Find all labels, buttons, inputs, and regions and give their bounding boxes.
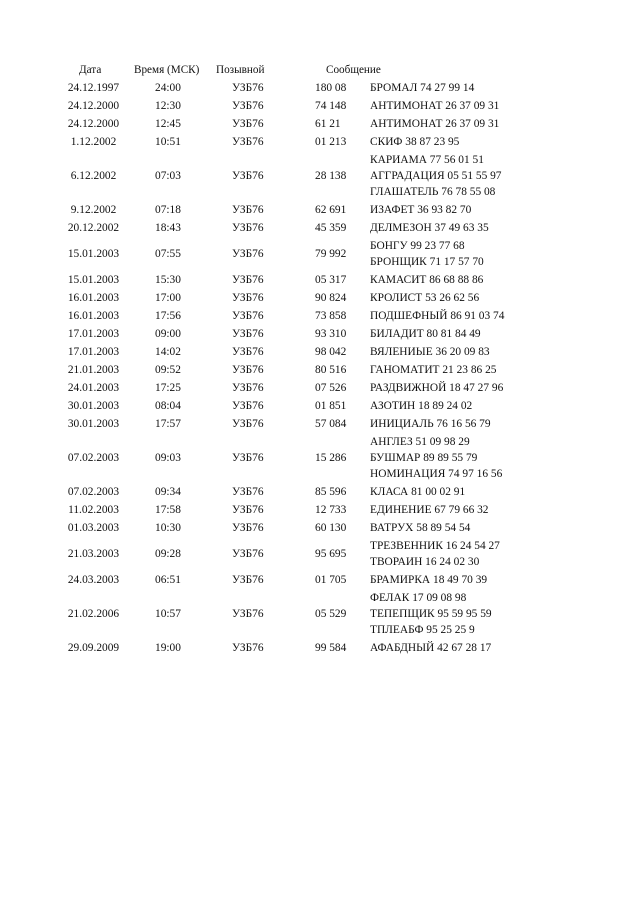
number-cell: 60 130 xyxy=(315,522,347,534)
date-cell: 01.03.2003 xyxy=(67,522,120,534)
number-cell: 01 705 xyxy=(315,574,347,586)
time-cell: 17:57 xyxy=(155,418,181,430)
callsign-cell: УЗБ76 xyxy=(232,170,264,182)
table-row xyxy=(60,343,605,361)
number-cell: 95 695 xyxy=(315,548,347,560)
table-row xyxy=(60,433,605,483)
table-row xyxy=(60,271,605,289)
message-line: ПОДШЕФНЫЙ 86 91 03 74 xyxy=(370,310,505,322)
message-line: ВЯЛЕНИЫЕ 36 20 09 83 xyxy=(370,346,490,358)
message-line: КАРИАМА 77 56 01 51 xyxy=(370,154,484,166)
message-cell xyxy=(370,325,605,343)
table-row xyxy=(60,79,605,97)
callsign-cell: УЗБ76 xyxy=(232,452,264,464)
table-row xyxy=(60,415,605,433)
time-cell: 15:30 xyxy=(155,274,181,286)
callsign-cell: УЗБ76 xyxy=(232,204,264,216)
message-cell xyxy=(370,433,605,483)
date-cell: 24.03.2003 xyxy=(67,574,120,586)
table-header xyxy=(60,61,605,79)
number-cell: 15 286 xyxy=(315,452,347,464)
time-cell: 17:25 xyxy=(155,382,181,394)
date-cell: 24.12.2000 xyxy=(67,118,120,130)
table-row xyxy=(60,397,605,415)
time-cell: 06:51 xyxy=(155,574,181,586)
message-cell xyxy=(370,97,605,115)
date-cell: 30.01.2003 xyxy=(67,400,120,412)
date-cell: 21.02.2006 xyxy=(67,608,120,620)
number-cell: 57 084 xyxy=(315,418,347,430)
message-line: НОМИНАЦИЯ 74 97 16 56 xyxy=(370,468,503,480)
message-line: ГЛАШАТЕЛЬ 76 78 55 08 xyxy=(370,186,496,198)
message-line: СКИФ 38 87 23 95 xyxy=(370,136,460,148)
number-cell: 05 529 xyxy=(315,608,347,620)
date-cell: 17.01.2003 xyxy=(67,346,120,358)
date-cell: 15.01.2003 xyxy=(67,248,120,260)
time-cell: 10:57 xyxy=(155,608,181,620)
date-cell: 21.03.2003 xyxy=(67,548,120,560)
message-cell xyxy=(370,415,605,433)
table-row xyxy=(60,537,605,571)
message-cell xyxy=(370,537,605,571)
time-cell: 24:00 xyxy=(155,82,181,94)
table-body xyxy=(60,79,605,657)
message-cell xyxy=(370,133,605,151)
callsign-cell: УЗБ76 xyxy=(232,100,264,112)
callsign-cell: УЗБ76 xyxy=(232,608,264,620)
time-cell: 12:30 xyxy=(155,100,181,112)
callsign-cell: УЗБ76 xyxy=(232,136,264,148)
message-line: ИЗАФЕТ 36 93 82 70 xyxy=(370,204,472,216)
callsign-cell: УЗБ76 xyxy=(232,328,264,340)
header-date: Дата xyxy=(79,64,102,76)
date-cell: 1.12.2002 xyxy=(70,136,117,148)
header-callsign: Позывной xyxy=(216,64,265,76)
header-time: Время (МСК) xyxy=(134,64,200,76)
time-cell: 18:43 xyxy=(155,222,181,234)
time-cell: 17:56 xyxy=(155,310,181,322)
message-line: БРОНЩИК 71 17 57 70 xyxy=(370,256,484,268)
message-line: ЕДИНЕНИЕ 67 79 66 32 xyxy=(370,504,489,516)
callsign-cell: УЗБ76 xyxy=(232,504,264,516)
table-row xyxy=(60,219,605,237)
message-line: КРОЛИСТ 53 26 62 56 xyxy=(370,292,480,304)
time-cell: 09:28 xyxy=(155,548,181,560)
message-cell xyxy=(370,361,605,379)
date-cell: 29.09.2009 xyxy=(67,642,120,654)
time-cell: 07:18 xyxy=(155,204,181,216)
message-cell xyxy=(370,201,605,219)
table-row xyxy=(60,501,605,519)
message-cell xyxy=(370,237,605,271)
transmission-log-table xyxy=(60,61,605,657)
table-row xyxy=(60,115,605,133)
time-cell: 09:34 xyxy=(155,486,181,498)
message-line: АГГРАДАЦИЯ 05 51 55 97 xyxy=(370,170,502,182)
message-cell xyxy=(370,639,605,657)
message-line: ГАНОМАТИТ 21 23 86 25 xyxy=(370,364,497,376)
table-row xyxy=(60,589,605,639)
callsign-cell: УЗБ76 xyxy=(232,310,264,322)
time-cell: 07:55 xyxy=(155,248,181,260)
number-cell: 62 691 xyxy=(315,204,347,216)
message-line: АНТИМОНАТ 26 37 09 31 xyxy=(370,118,500,130)
table-row xyxy=(60,519,605,537)
message-cell xyxy=(370,79,605,97)
table-row xyxy=(60,201,605,219)
callsign-cell: УЗБ76 xyxy=(232,522,264,534)
callsign-cell: УЗБ76 xyxy=(232,118,264,130)
time-cell: 10:30 xyxy=(155,522,181,534)
time-cell: 09:00 xyxy=(155,328,181,340)
callsign-cell: УЗБ76 xyxy=(232,400,264,412)
message-line: ДЕЛМЕЗОН 37 49 63 35 xyxy=(370,222,489,234)
number-cell: 98 042 xyxy=(315,346,347,358)
table-row xyxy=(60,289,605,307)
message-line: АНТИМОНАТ 26 37 09 31 xyxy=(370,100,500,112)
number-cell: 07 526 xyxy=(315,382,347,394)
date-cell: 16.01.2003 xyxy=(67,310,120,322)
message-cell xyxy=(370,343,605,361)
message-line: АЗОТИН 18 89 24 02 xyxy=(370,400,473,412)
callsign-cell: УЗБ76 xyxy=(232,274,264,286)
date-cell: 07.02.2003 xyxy=(67,486,120,498)
table-row xyxy=(60,483,605,501)
date-cell: 07.02.2003 xyxy=(67,452,120,464)
message-line: ИНИЦИАЛЬ 76 16 56 79 xyxy=(370,418,491,430)
callsign-cell: УЗБ76 xyxy=(232,548,264,560)
callsign-cell: УЗБ76 xyxy=(232,382,264,394)
message-line: БИЛАДИТ 80 81 84 49 xyxy=(370,328,481,340)
table-row xyxy=(60,639,605,657)
date-cell: 11.02.2003 xyxy=(68,504,119,516)
message-cell xyxy=(370,501,605,519)
callsign-cell: УЗБ76 xyxy=(232,418,264,430)
table-row xyxy=(60,307,605,325)
callsign-cell: УЗБ76 xyxy=(232,364,264,376)
message-line: ТПЛЕАБФ 95 25 25 9 xyxy=(370,624,475,636)
message-line: КАМАСИТ 86 68 88 86 xyxy=(370,274,484,286)
message-line: КЛАСА 81 00 02 91 xyxy=(370,486,466,498)
header-message: Сообщение xyxy=(326,64,381,76)
message-cell xyxy=(370,379,605,397)
time-cell: 17:00 xyxy=(155,292,181,304)
message-cell xyxy=(370,571,605,589)
message-cell xyxy=(370,589,605,639)
table-row xyxy=(60,237,605,271)
callsign-cell: УЗБ76 xyxy=(232,248,264,260)
message-line: ФЕЛАК 17 09 08 98 xyxy=(370,592,467,604)
time-cell: 19:00 xyxy=(155,642,181,654)
message-line: БРАМИРКА 18 49 70 39 xyxy=(370,574,488,586)
date-cell: 30.01.2003 xyxy=(67,418,120,430)
date-cell: 17.01.2003 xyxy=(67,328,120,340)
message-line: АНГЛЕЗ 51 09 98 29 xyxy=(370,436,470,448)
callsign-cell: УЗБ76 xyxy=(232,642,264,654)
time-cell: 12:45 xyxy=(155,118,181,130)
message-cell xyxy=(370,115,605,133)
number-cell: 12 733 xyxy=(315,504,347,516)
number-cell: 80 516 xyxy=(315,364,347,376)
callsign-cell: УЗБ76 xyxy=(232,574,264,586)
number-cell: 74 148 xyxy=(315,100,347,112)
callsign-cell: УЗБ76 xyxy=(232,486,264,498)
message-line: ТВОРАИН 16 24 02 30 xyxy=(370,556,480,568)
message-line: ВАТРУХ 58 89 54 54 xyxy=(370,522,471,534)
message-line: ТЕПЕПЩИК 95 59 95 59 xyxy=(370,608,492,620)
date-cell: 16.01.2003 xyxy=(67,292,120,304)
table-row xyxy=(60,151,605,201)
callsign-cell: УЗБ76 xyxy=(232,346,264,358)
message-line: БОНГУ 99 23 77 68 xyxy=(370,240,465,252)
message-cell xyxy=(370,219,605,237)
number-cell: 28 138 xyxy=(315,170,347,182)
callsign-cell: УЗБ76 xyxy=(232,82,264,94)
date-cell: 15.01.2003 xyxy=(67,274,120,286)
table-row xyxy=(60,325,605,343)
number-cell: 85 596 xyxy=(315,486,347,498)
message-cell xyxy=(370,271,605,289)
message-cell xyxy=(370,151,605,201)
number-cell: 93 310 xyxy=(315,328,347,340)
time-cell: 14:02 xyxy=(155,346,181,358)
time-cell: 10:51 xyxy=(155,136,181,148)
message-line: БРОМАЛ 74 27 99 14 xyxy=(370,82,475,94)
number-cell: 73 858 xyxy=(315,310,347,322)
date-cell: 24.12.2000 xyxy=(67,100,120,112)
message-line: ТРЕЗВЕННИК 16 24 54 27 xyxy=(370,540,500,552)
number-cell: 05 317 xyxy=(315,274,347,286)
message-line: РАЗДВИЖНОЙ 18 47 27 96 xyxy=(370,382,504,394)
number-cell: 99 584 xyxy=(315,642,347,654)
number-cell: 61 21 xyxy=(315,118,341,130)
table-row xyxy=(60,133,605,151)
message-line: БУШМАР 89 89 55 79 xyxy=(370,452,478,464)
message-cell xyxy=(370,397,605,415)
message-line: АФАБДНЫЙ 42 67 28 17 xyxy=(370,642,492,654)
date-cell: 24.01.2003 xyxy=(67,382,120,394)
message-cell xyxy=(370,519,605,537)
callsign-cell: УЗБ76 xyxy=(232,292,264,304)
time-cell: 07:03 xyxy=(155,170,181,182)
date-cell: 20.12.2002 xyxy=(67,222,120,234)
message-cell xyxy=(370,289,605,307)
callsign-cell: УЗБ76 xyxy=(232,222,264,234)
number-cell: 180 08 xyxy=(315,82,347,94)
table-row xyxy=(60,379,605,397)
number-cell: 01 851 xyxy=(315,400,347,412)
message-cell xyxy=(370,483,605,501)
date-cell: 24.12.1997 xyxy=(67,82,120,94)
date-cell: 9.12.2002 xyxy=(70,204,117,216)
date-cell: 6.12.2002 xyxy=(70,170,117,182)
number-cell: 01 213 xyxy=(315,136,347,148)
time-cell: 17:58 xyxy=(155,504,181,516)
table-row xyxy=(60,571,605,589)
message-cell xyxy=(370,307,605,325)
number-cell: 90 824 xyxy=(315,292,347,304)
time-cell: 08:04 xyxy=(155,400,181,412)
date-cell: 21.01.2003 xyxy=(67,364,120,376)
time-cell: 09:03 xyxy=(155,452,181,464)
table-row xyxy=(60,97,605,115)
number-cell: 45 359 xyxy=(315,222,347,234)
time-cell: 09:52 xyxy=(155,364,181,376)
number-cell: 79 992 xyxy=(315,248,347,260)
table-row xyxy=(60,361,605,379)
